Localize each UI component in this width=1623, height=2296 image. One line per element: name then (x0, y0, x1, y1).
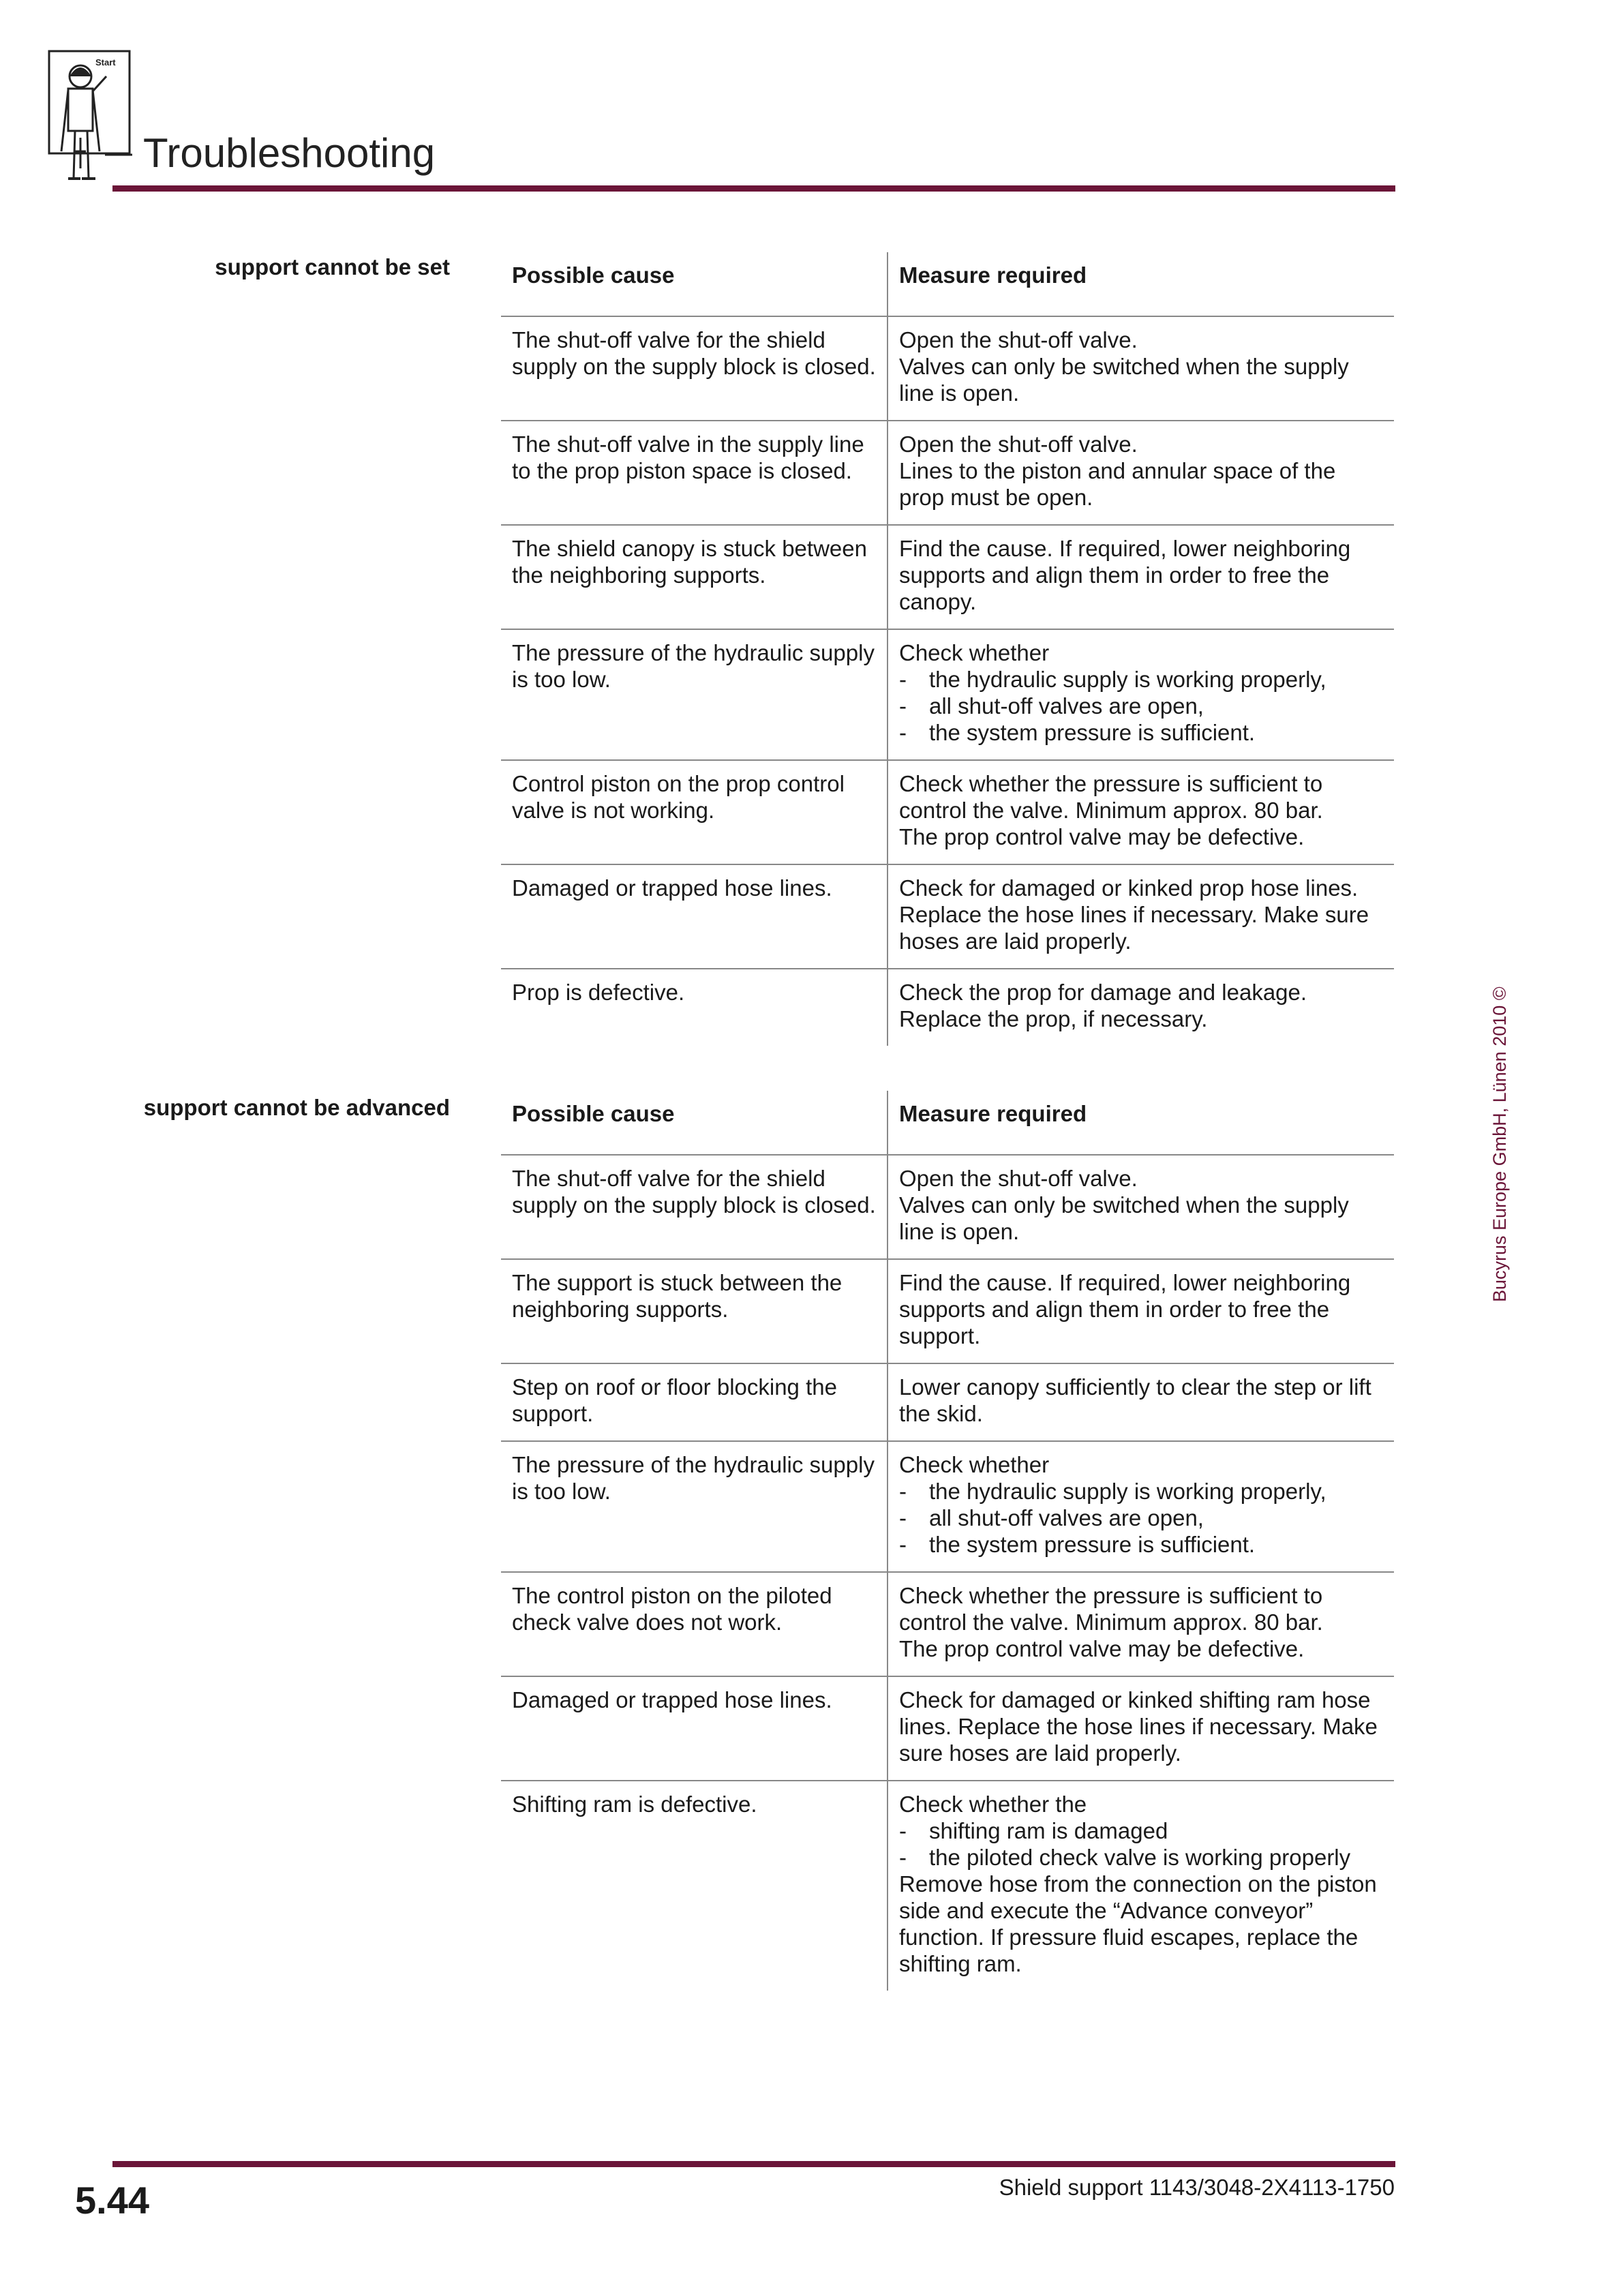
cause-cell: Damaged or trapped hose lines. (501, 1676, 888, 1781)
table-row (501, 421, 1394, 525)
measure-cell (888, 1676, 1394, 1781)
measure-line: The prop control valve may be defective. (899, 824, 1305, 849)
cause-cell: The shut-off valve for the shield supply on the supply block is closed. (501, 1155, 888, 1259)
table-row (501, 525, 1394, 629)
measure-bullet: - all shut-off valves are open, (899, 1505, 1384, 1531)
table-row (501, 1441, 1394, 1572)
page-number: 5.44 (75, 2179, 149, 2222)
measure-line: Lower canopy sufficiently to clear the step or lift the skid. (899, 1374, 1371, 1426)
measure-line: The prop control valve may be defective. (899, 1636, 1305, 1661)
table-row (501, 1259, 1394, 1363)
cause-cell: The pressure of the hydraulic supply is too low. (501, 629, 888, 760)
table-header-row (501, 1091, 1394, 1155)
cause-cell: Step on roof or floor blocking the support. (501, 1363, 888, 1441)
measure-bullet: - the hydraulic supply is working properly, (899, 1478, 1384, 1505)
measure-line: Valves can only be switched when the supply line is open. (899, 354, 1349, 406)
measure-cell (888, 969, 1394, 1046)
cause-cell: The shut-off valve in the supply line to the prop piston space is closed. (501, 421, 888, 525)
measure-line: Check whether the (899, 1792, 1087, 1817)
measure-cell (888, 1441, 1394, 1572)
table-row (501, 1363, 1394, 1441)
measure-cell (888, 421, 1394, 525)
measure-bullet: - all shut-off valves are open, (899, 693, 1384, 719)
measure-line: Replace the hose lines if necessary. Make sure hoses are laid properly. (899, 902, 1369, 954)
svg-text:Start: Start (95, 57, 116, 67)
measure-line: Remove hose from the connection on the piston side and execute the “Advance conveyor” function. If pressure fluid escapes, replace the shifting ram. (899, 1871, 1377, 1976)
measure-line: Check whether (899, 640, 1050, 665)
measure-line: Check the prop for damage and leakage. (899, 980, 1307, 1005)
measure-line: Open the shut-off valve. (899, 1166, 1138, 1191)
measure-bullet: - the system pressure is sufficient. (899, 719, 1384, 746)
cause-cell: The pressure of the hydraulic supply is too low. (501, 1441, 888, 1572)
cause-cell: The shield canopy is stuck between the neighboring supports. (501, 525, 888, 629)
table-row (501, 1676, 1394, 1781)
header-rule (112, 185, 1395, 192)
measure-line: Open the shut-off valve. (899, 327, 1138, 352)
section-label-support-cannot-be-advanced: support cannot be advanced (143, 1095, 450, 1120)
cause-cell: Prop is defective. (501, 969, 888, 1046)
measure-cell (888, 1781, 1394, 1991)
troubleshooting-table-advance (501, 1091, 1394, 1991)
cause-cell: Shifting ram is defective. (501, 1781, 888, 1991)
measure-cell (888, 864, 1394, 969)
cause-cell: The shut-off valve for the shield supply on the supply block is closed. (501, 316, 888, 421)
measure-cell (888, 525, 1394, 629)
measure-bullet: - shifting ram is damaged (899, 1817, 1384, 1844)
table-row (501, 760, 1394, 864)
measure-line: Open the shut-off valve. (899, 432, 1138, 457)
cause-cell: The control piston on the piloted check valve does not work. (501, 1572, 888, 1676)
measure-cell (888, 316, 1394, 421)
measure-line: Find the cause. If required, lower neighboring supports and align them in order to free the canopy. (899, 536, 1351, 614)
measure-cell (888, 1363, 1394, 1441)
column-header-measure: Measure required (899, 262, 1087, 288)
worker-start-logo-icon (48, 49, 136, 185)
measure-line: Check whether the pressure is sufficient to control the valve. Minimum approx. 80 bar. (899, 771, 1323, 823)
measure-cell (888, 1259, 1394, 1363)
table-row (501, 969, 1394, 1046)
measure-line: Check for damaged or kinked prop hose lines. (899, 875, 1359, 901)
measure-line: Check whether the pressure is sufficient to control the valve. Minimum approx. 80 bar. (899, 1583, 1323, 1635)
measure-cell (888, 1572, 1394, 1676)
table-row (501, 1572, 1394, 1676)
column-header-cause: Possible cause (501, 252, 888, 316)
cause-cell: Damaged or trapped hose lines. (501, 864, 888, 969)
page-title: Troubleshooting (143, 130, 436, 176)
measure-bullet: - the system pressure is sufficient. (899, 1531, 1384, 1558)
table-row (501, 629, 1394, 760)
document-reference: Shield support 1143/3048-2X4113-1750 (999, 2175, 1395, 2200)
measure-cell (888, 760, 1394, 864)
column-header-cause: Possible cause (501, 1091, 888, 1155)
table-row (501, 1155, 1394, 1259)
measure-bullet: - the piloted check valve is working properly (899, 1844, 1384, 1871)
column-header-measure: Measure required (899, 1101, 1087, 1126)
troubleshooting-table-set (501, 252, 1394, 1046)
measure-line: Check for damaged or kinked shifting ram hose lines. Replace the hose lines if necessary. Make sure hoses are laid properly. (899, 1687, 1378, 1766)
measure-line: Valves can only be switched when the supply line is open. (899, 1192, 1349, 1244)
measure-cell (888, 1155, 1394, 1259)
measure-line: Find the cause. If required, lower neighboring supports and align them in order to free the support. (899, 1270, 1351, 1348)
measure-line: Lines to the piston and annular space of the prop must be open. (899, 458, 1336, 510)
cause-cell: The support is stuck between the neighboring supports. (501, 1259, 888, 1363)
measure-line: Check whether (899, 1452, 1050, 1477)
table-row (501, 1781, 1394, 1991)
footer-rule (112, 2161, 1395, 2167)
table-header-row (501, 252, 1394, 316)
measure-line: Replace the prop, if necessary. (899, 1006, 1208, 1031)
section-label-support-cannot-be-set: support cannot be set (215, 254, 450, 280)
measure-bullet: - the hydraulic supply is working properly, (899, 666, 1384, 693)
measure-cell (888, 629, 1394, 760)
cause-cell: Control piston on the prop control valve is not working. (501, 760, 888, 864)
table-row (501, 864, 1394, 969)
copyright-notice: Bucyrus Europe GmbH, Lünen 2010 © (1489, 986, 1510, 1302)
table-row (501, 316, 1394, 421)
